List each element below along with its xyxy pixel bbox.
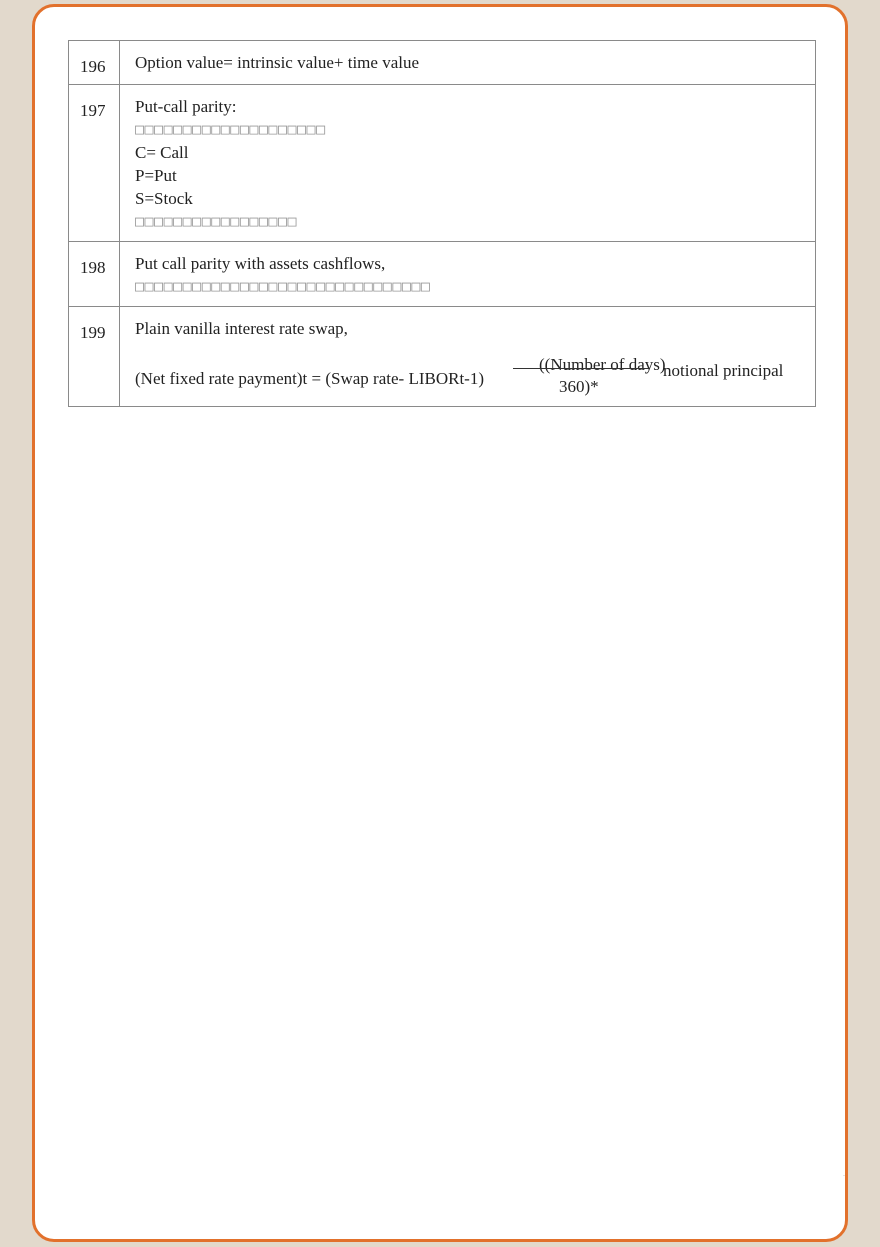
row-number: 196 (69, 41, 120, 85)
table-row (69, 41, 816, 85)
swap-formula-rhs: notional principal (663, 361, 784, 380)
formula-title: Put call parity with assets cashflows, (135, 254, 386, 273)
definition-stock: S=Stock (135, 189, 193, 208)
formula-title: Put-call parity: (135, 97, 237, 116)
missing-glyph-formula: □□□□□□□□□□□□□□□□□□□□□□□□□□□□□□□ (135, 277, 431, 295)
fraction-numerator: ((Number of days) (539, 355, 666, 374)
row-content (120, 242, 816, 307)
row-content (120, 41, 816, 85)
formula-title: Plain vanilla interest rate swap, (135, 319, 348, 338)
missing-glyph-formula: □□□□□□□□□□□□□□□□□□□□ (135, 120, 326, 138)
table-row (69, 85, 816, 242)
row-content (120, 307, 816, 407)
fraction-denominator: 360)* (559, 377, 599, 396)
table-row (69, 242, 816, 307)
formula-table (68, 40, 816, 407)
fraction-bar (513, 368, 650, 369)
missing-glyph-formula: □□□□□□□□□□□□□□□□□ (135, 212, 298, 230)
definition-call: C= Call (135, 143, 189, 162)
swap-formula-lhs: (Net fixed rate payment)t = (Swap rate- LIBORt-1) (135, 369, 484, 388)
page-frame (32, 4, 848, 1242)
table-row (69, 307, 816, 407)
row-number: 197 (69, 85, 120, 242)
row-content (120, 85, 816, 242)
definition-put: P=Put (135, 166, 177, 185)
swap-formula (135, 348, 801, 398)
footer-mark: . (843, 1169, 845, 1178)
formula-text: Option value= intrinsic value+ time value (135, 53, 420, 72)
row-number: 199 (69, 307, 120, 407)
row-number: 198 (69, 242, 120, 307)
